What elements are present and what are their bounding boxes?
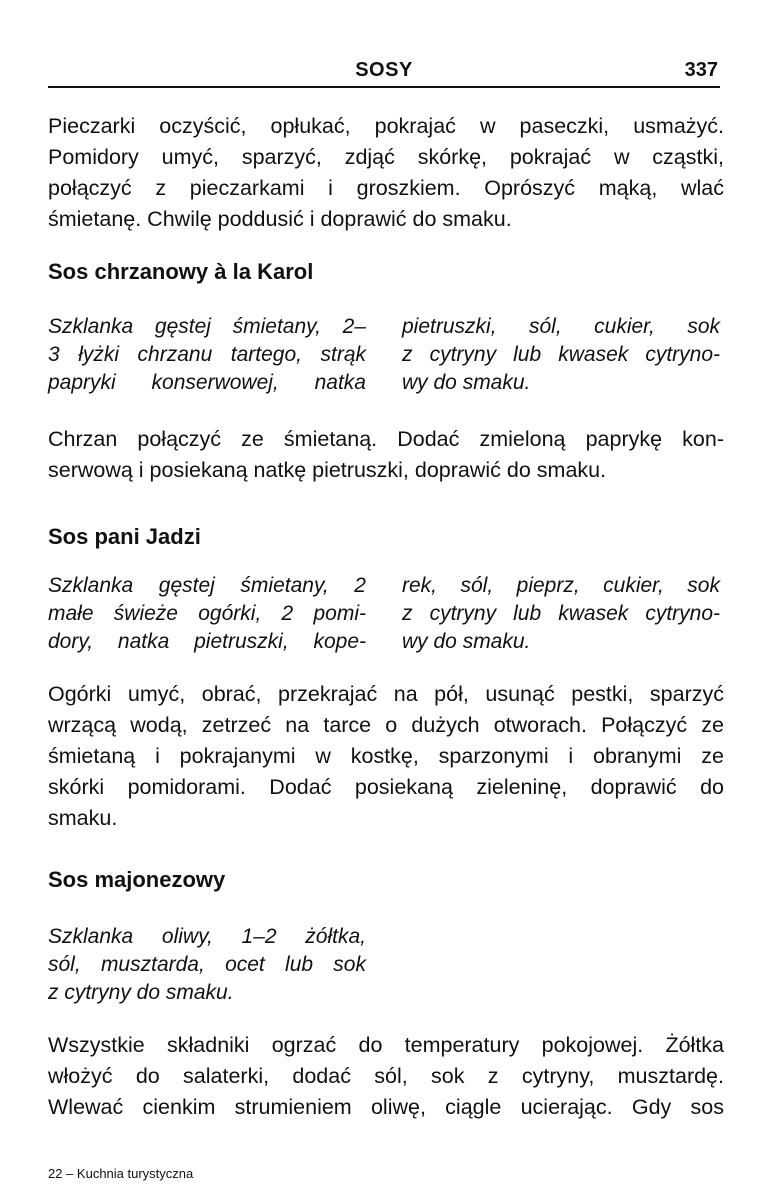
recipe-title: Sos chrzanowy à la Karol bbox=[48, 259, 314, 284]
ingredient-line: małe świeże ogórki, 2 pomi- bbox=[48, 602, 366, 625]
text-line: śmietanę. Chwilę poddusić i doprawić do smaku. bbox=[48, 207, 512, 231]
ingredient-line: z cytryny do smaku. bbox=[48, 981, 234, 1004]
ingredient-line: sól, musztarda, ocet lub sok bbox=[48, 953, 366, 976]
section-title: SOSY bbox=[355, 59, 413, 81]
text-line: połączyć z pieczarkami i groszkiem. Oprószyć mąką, wlać bbox=[48, 176, 724, 200]
text-line: Pomidory umyć, sparzyć, zdjąć skórkę, pokrajać w cząstki, bbox=[48, 145, 724, 169]
text-line: Pieczarki oczyścić, opłukać, pokrajać w paseczki, usmażyć. bbox=[48, 114, 724, 138]
ingredient-line: wy do smaku. bbox=[402, 371, 531, 394]
text-line: skórki pomidorami. Dodać posiekaną zieleninę, doprawić do bbox=[48, 775, 724, 799]
ingredients-right-column bbox=[402, 572, 720, 656]
text-line: włożyć do salaterki, dodać sól, sok z cytryny, musztardę. bbox=[48, 1064, 724, 1088]
recipe-method bbox=[48, 1030, 724, 1123]
ingredient-line: Szklanka gęstej śmietany, 2– bbox=[48, 315, 366, 338]
text-line: serwową i posiekaną natkę pietruszki, doprawić do smaku. bbox=[48, 458, 607, 482]
running-header bbox=[48, 56, 720, 88]
text-line: wrzącą wodą, zetrzeć na tarce o dużych otworach. Połączyć ze bbox=[48, 713, 724, 737]
recipe-title: Sos pani Jadzi bbox=[48, 524, 201, 549]
ingredient-line: 3 łyżki chrzanu tartego, strąk bbox=[48, 343, 366, 366]
text-line: Wszystkie składniki ogrzać do temperatury pokojowej. Żółtka bbox=[48, 1033, 724, 1057]
ingredient-line: Szklanka gęstej śmietany, 2 bbox=[48, 574, 366, 597]
ingredient-line: z cytryny lub kwasek cytryno- bbox=[402, 602, 720, 625]
recipe-method bbox=[48, 679, 724, 834]
ingredients-left-column bbox=[48, 923, 366, 1007]
text-line: smaku. bbox=[48, 806, 118, 830]
ingredient-line: dory, natka pietruszki, kope- bbox=[48, 630, 366, 653]
ingredients-left-column bbox=[48, 572, 366, 656]
page-number: 337 bbox=[684, 59, 718, 81]
ingredient-line: z cytryny lub kwasek cytryno- bbox=[402, 343, 720, 366]
intro-paragraph bbox=[48, 111, 724, 235]
text-line: śmietaną i pokrajanymi w kostkę, sparzonymi i obranymi ze bbox=[48, 744, 724, 768]
page-footer: 22 – Kuchnia turystyczna bbox=[48, 1166, 194, 1181]
ingredient-line: wy do smaku. bbox=[402, 630, 531, 653]
recipe-title: Sos majonezowy bbox=[48, 867, 226, 892]
ingredient-line: pietruszki, sól, cukier, sok bbox=[402, 315, 720, 338]
ingredient-line: Szklanka oliwy, 1–2 żółtka, bbox=[48, 925, 366, 948]
ingredient-line: papryki konserwowej, natka bbox=[48, 371, 366, 394]
text-line: Wlewać cienkim strumieniem oliwę, ciągle ucierając. Gdy sos bbox=[48, 1095, 724, 1119]
text-line: Ogórki umyć, obrać, przekrajać na pół, usunąć pestki, sparzyć bbox=[48, 682, 724, 706]
text-line: Chrzan połączyć ze śmietaną. Dodać zmieloną paprykę kon- bbox=[48, 427, 724, 451]
ingredients-left-column bbox=[48, 313, 366, 397]
recipe-method bbox=[48, 424, 724, 486]
ingredient-line: rek, sól, pieprz, cukier, sok bbox=[402, 574, 720, 597]
ingredients-right-column bbox=[402, 313, 720, 397]
